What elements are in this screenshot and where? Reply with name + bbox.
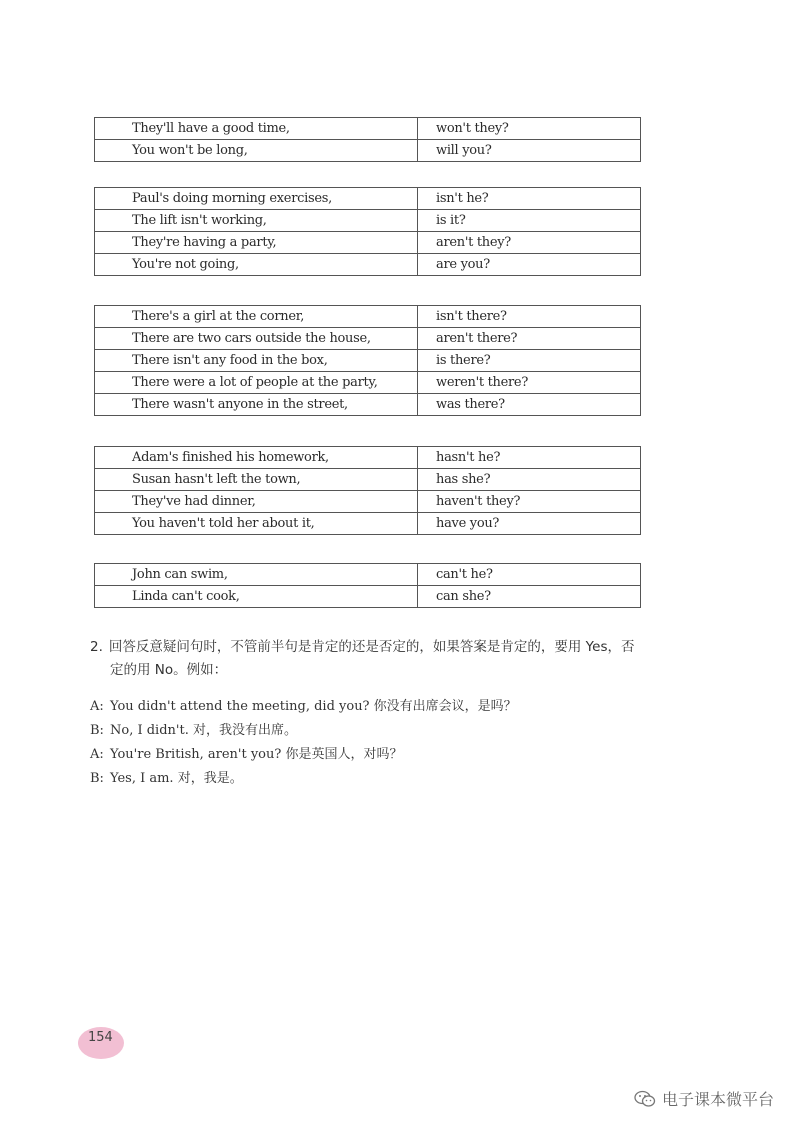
- statement-cell: Paul's doing morning exercises,: [95, 188, 418, 210]
- table-row: [95, 254, 641, 276]
- tag-cell: can't he?: [418, 564, 641, 586]
- statement-cell: They've had dinner,: [95, 491, 418, 513]
- tag-cell: aren't they?: [418, 232, 641, 254]
- dialog-line: [90, 769, 243, 789]
- table-row: [95, 564, 641, 586]
- question-tag-table-1: [94, 117, 641, 162]
- note-line-2: 定的用 No。例如：: [110, 662, 228, 678]
- tag-cell: will you?: [418, 140, 641, 162]
- table-row: [95, 140, 641, 162]
- dialog-line: [90, 697, 517, 717]
- statement-cell: You won't be long,: [95, 140, 418, 162]
- table-row: [95, 394, 641, 416]
- statement-cell: Adam's finished his homework,: [95, 447, 418, 469]
- table-row: [95, 491, 641, 513]
- statement-cell: John can swim,: [95, 564, 418, 586]
- page-number: 154: [88, 1030, 113, 1045]
- statement-cell: They'll have a good time,: [95, 118, 418, 140]
- speaker-label: B:: [90, 723, 104, 738]
- tag-cell: are you?: [418, 254, 641, 276]
- tag-cell: can she?: [418, 586, 641, 608]
- tag-cell: have you?: [418, 513, 641, 535]
- statement-cell: You're not going,: [95, 254, 418, 276]
- statement-cell: Linda can't cook,: [95, 586, 418, 608]
- table-row: [95, 350, 641, 372]
- tag-cell: won't they?: [418, 118, 641, 140]
- statement-cell: There were a lot of people at the party,: [95, 372, 418, 394]
- table-row: [95, 210, 641, 232]
- tag-cell: haven't they?: [418, 491, 641, 513]
- dialog-text: No, I didn't. 对，我没有出席。: [110, 723, 297, 738]
- table-row: [95, 188, 641, 210]
- table-row: [95, 513, 641, 535]
- question-tag-table-2: [94, 187, 641, 276]
- table-row: [95, 586, 641, 608]
- dialog-text: You're British, aren't you? 你是英国人，对吗？: [110, 747, 403, 762]
- tag-cell: isn't he?: [418, 188, 641, 210]
- tag-cell: weren't there?: [418, 372, 641, 394]
- tag-cell: is there?: [418, 350, 641, 372]
- table-row: [95, 232, 641, 254]
- question-tag-table-5: [94, 563, 641, 608]
- wechat-icon: [634, 1090, 656, 1108]
- statement-cell: The lift isn't working,: [95, 210, 418, 232]
- table-row: [95, 447, 641, 469]
- dialog-text: Yes, I am. 对，我是。: [110, 771, 243, 786]
- speaker-label: B:: [90, 771, 104, 786]
- tag-cell: hasn't he?: [418, 447, 641, 469]
- grammar-note: [90, 636, 730, 682]
- dialog-line: [90, 721, 297, 741]
- speaker-label: A:: [90, 747, 104, 762]
- table-row: [95, 118, 641, 140]
- statement-cell: They're having a party,: [95, 232, 418, 254]
- table-row: [95, 306, 641, 328]
- tag-cell: has she?: [418, 469, 641, 491]
- tag-cell: aren't there?: [418, 328, 641, 350]
- table-row: [95, 372, 641, 394]
- speaker-label: A:: [90, 699, 104, 714]
- note-line-1: 回答反意疑问句时，不管前半句是肯定的还是否定的，如果答案是肯定的，要用 Yes，否: [108, 639, 635, 655]
- tag-cell: is it?: [418, 210, 641, 232]
- table-row: [95, 328, 641, 350]
- dialog-text: You didn't attend the meeting, did you? 你没有出席会议，是吗？: [110, 699, 517, 714]
- table-row: [95, 469, 641, 491]
- question-tag-table-3: [94, 305, 641, 416]
- question-tag-table-4: [94, 446, 641, 535]
- watermark: [634, 1087, 774, 1110]
- statement-cell: There wasn't anyone in the street,: [95, 394, 418, 416]
- watermark-text: 电子课本微平台: [661, 1090, 774, 1109]
- statement-cell: There's a girl at the corner,: [95, 306, 418, 328]
- statement-cell: You haven't told her about it,: [95, 513, 418, 535]
- tag-cell: was there?: [418, 394, 641, 416]
- statement-cell: There isn't any food in the box,: [95, 350, 418, 372]
- note-number: 2.: [90, 639, 103, 655]
- statement-cell: Susan hasn't left the town,: [95, 469, 418, 491]
- dialog-line: [90, 745, 403, 765]
- statement-cell: There are two cars outside the house,: [95, 328, 418, 350]
- tag-cell: isn't there?: [418, 306, 641, 328]
